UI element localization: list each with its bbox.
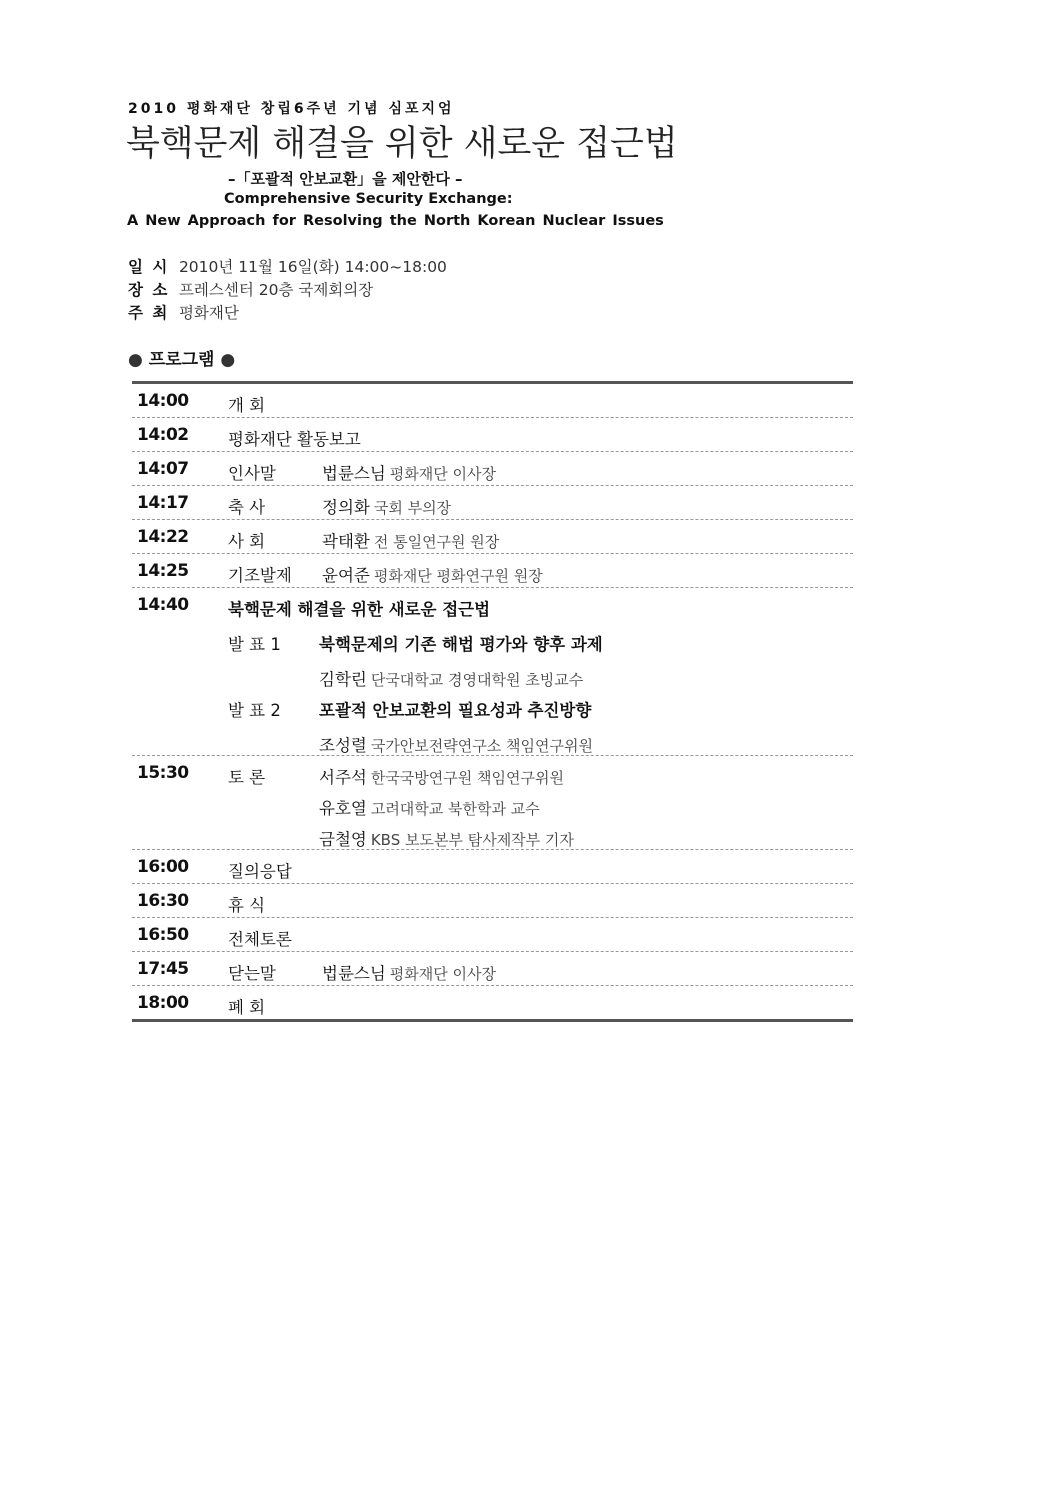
person-affiliation: 평화재단 평화연구원 원장 [373, 567, 543, 585]
schedule-item: 폐 회 [228, 998, 266, 1017]
person-affiliation: KBS 보도본부 탐사제작부 기자 [370, 831, 574, 849]
info-host [128, 301, 239, 323]
schedule-time: 15:30 [137, 763, 189, 783]
schedule-table [132, 381, 853, 1022]
schedule-time: 14:07 [137, 459, 189, 479]
schedule-item: 평화재단 활동보고 [228, 430, 361, 449]
schedule-row [132, 850, 853, 884]
schedule-item: 휴 식 [228, 896, 266, 915]
schedule-item: 인사말 [228, 464, 276, 483]
talk-title: 포괄적 안보교환의 필요성과 추진방향 [319, 701, 592, 720]
schedule-time: 16:00 [137, 857, 189, 877]
person-affiliation: 전 통일연구원 원장 [373, 533, 500, 551]
schedule-row [132, 986, 853, 1019]
person-affiliation: 국회 부의장 [373, 499, 452, 517]
person-name: 금철영 [319, 830, 367, 849]
schedule-time: 14:17 [137, 493, 189, 513]
schedule-person [322, 460, 496, 484]
schedule-item: 기조발제 [228, 566, 292, 585]
info-host-value: 평화재단 [178, 304, 239, 322]
person-affiliation: 한국국방연구원 책임연구위원 [370, 769, 564, 787]
subtitle-english-line1: Comprehensive Security Exchange: [224, 191, 513, 207]
schedule-person [322, 494, 451, 518]
schedule-time: 16:30 [137, 891, 189, 911]
person-affiliation: 단국대학교 경영대학원 초빙교수 [370, 671, 584, 689]
person-affiliation: 평화재단 이사장 [389, 465, 496, 483]
schedule-row [132, 486, 853, 520]
schedule-item: 질의응답 [228, 862, 292, 881]
schedule-time: 14:02 [137, 425, 189, 445]
talk-title: 북핵문제의 기존 해법 평가와 향후 과제 [319, 635, 603, 654]
schedule-person [322, 528, 499, 552]
schedule-row [132, 952, 853, 986]
subtitle-korean: –「포괄적 안보교환」을 제안한다 – [228, 170, 463, 188]
schedule-row [132, 756, 853, 850]
event-kicker: 2010 평화재단 창립6주년 기념 심포지엄 [128, 101, 455, 117]
schedule-time: 14:25 [137, 561, 189, 581]
schedule-row [132, 384, 853, 418]
person-name: 서주석 [319, 768, 367, 787]
schedule-row [132, 452, 853, 486]
program-heading-text: 프로그램 [148, 350, 215, 370]
info-date-label: 일 시 [128, 258, 170, 276]
person-name: 윤여준 [322, 566, 370, 585]
program-heading [128, 345, 235, 370]
page-title: 북핵문제 해결을 위한 새로운 접근법 [126, 124, 678, 164]
info-venue-value: 프레스센터 20층 국제회의장 [178, 281, 374, 299]
person-affiliation: 고려대학교 북한학과 교수 [370, 800, 540, 818]
info-date [128, 255, 447, 277]
schedule-item: 닫는말 [228, 964, 276, 983]
talk-label: 발 표 2 [228, 701, 281, 720]
schedule-row [132, 554, 853, 588]
schedule-item: 토 론 [228, 768, 266, 787]
schedule-item: 북핵문제 해결을 위한 새로운 접근법 [228, 600, 491, 619]
schedule-item: 개 회 [228, 396, 266, 415]
person-name: 법륜스님 [322, 464, 386, 483]
info-date-value: 2010년 11월 16일(화) 14:00~18:00 [178, 258, 447, 276]
person-name: 김학린 [319, 670, 367, 689]
schedule-time: 16:50 [137, 925, 189, 945]
person-affiliation: 국가안보전략연구소 책임연구위원 [370, 737, 593, 755]
schedule-person [322, 562, 543, 586]
schedule-row [132, 884, 853, 918]
schedule-person [319, 732, 593, 756]
schedule-person [319, 795, 540, 819]
schedule-person [319, 826, 574, 850]
info-host-label: 주 최 [128, 304, 170, 322]
schedule-row [132, 520, 853, 554]
person-name: 곽태환 [322, 532, 370, 551]
schedule-time: 14:00 [137, 391, 189, 411]
schedule-time: 14:22 [137, 527, 189, 547]
info-venue [128, 278, 373, 300]
talk-label: 발 표 1 [228, 635, 281, 654]
info-venue-label: 장 소 [128, 281, 170, 299]
schedule-item: 사 회 [228, 532, 266, 551]
schedule-time: 14:40 [137, 595, 189, 615]
schedule-item: 축 사 [228, 498, 266, 517]
person-name: 조성렬 [319, 736, 367, 755]
schedule-person [319, 764, 564, 788]
bullet-dot-icon: ● [220, 350, 236, 370]
schedule-person [322, 960, 496, 984]
schedule-item: 전체토론 [228, 930, 292, 949]
schedule-row [132, 918, 853, 952]
bullet-dot-icon: ● [128, 350, 143, 370]
schedule-row [132, 588, 853, 756]
schedule-time: 17:45 [137, 959, 189, 979]
schedule-person [319, 666, 583, 690]
person-affiliation: 평화재단 이사장 [389, 965, 496, 983]
subtitle-english-line2: A New Approach for Resolving the North Korean Nuclear Issues [127, 213, 664, 229]
person-name: 법륜스님 [322, 964, 386, 983]
person-name: 유호열 [319, 799, 367, 818]
person-name: 정의화 [322, 498, 370, 517]
schedule-row [132, 418, 853, 452]
schedule-time: 18:00 [137, 993, 189, 1013]
